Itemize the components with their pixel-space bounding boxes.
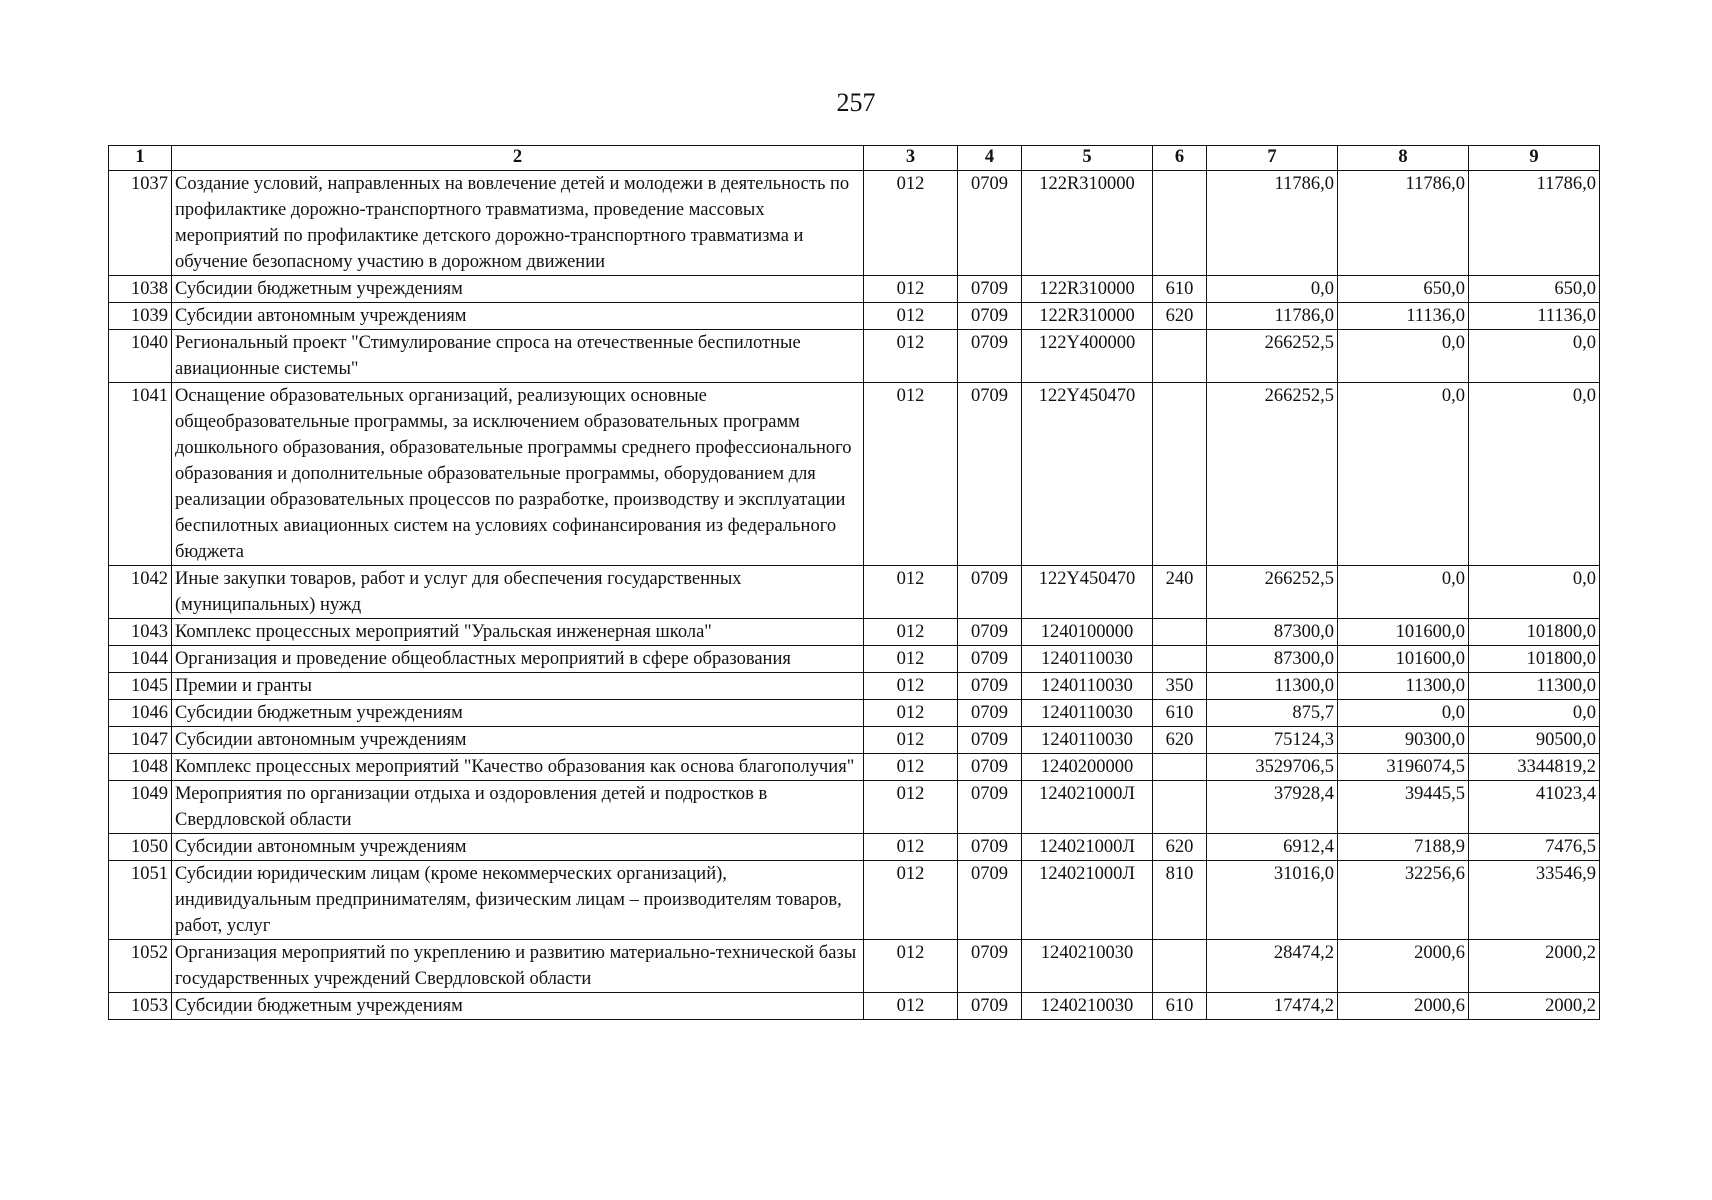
- cell-col-4: 0709: [958, 566, 1022, 619]
- cell-col-5: 122R310000: [1022, 303, 1153, 330]
- cell-col-8: 90300,0: [1338, 727, 1469, 754]
- cell-col-8: 0,0: [1338, 566, 1469, 619]
- column-header: 4: [958, 146, 1022, 171]
- cell-col-3: 012: [864, 619, 958, 646]
- cell-col-6: 620: [1153, 727, 1207, 754]
- row-number: 1053: [109, 993, 172, 1020]
- cell-col-9: 0,0: [1469, 383, 1600, 566]
- cell-col-7: 37928,4: [1207, 781, 1338, 834]
- cell-col-8: 101600,0: [1338, 619, 1469, 646]
- row-number: 1044: [109, 646, 172, 673]
- table-row: [109, 700, 1600, 727]
- cell-col-4: 0709: [958, 861, 1022, 940]
- cell-col-5: 1240210030: [1022, 993, 1153, 1020]
- cell-col-9: 101800,0: [1469, 619, 1600, 646]
- row-name: Субсидии автономным учреждениям: [172, 303, 864, 330]
- cell-col-3: 012: [864, 727, 958, 754]
- cell-col-3: 012: [864, 171, 958, 276]
- table-row: [109, 566, 1600, 619]
- cell-col-8: 3196074,5: [1338, 754, 1469, 781]
- row-number: 1052: [109, 940, 172, 993]
- cell-col-9: 2000,2: [1469, 993, 1600, 1020]
- cell-col-5: 122R310000: [1022, 171, 1153, 276]
- cell-col-5: 124021000Л: [1022, 861, 1153, 940]
- cell-col-7: 11786,0: [1207, 303, 1338, 330]
- cell-col-5: 124021000Л: [1022, 781, 1153, 834]
- cell-col-9: 2000,2: [1469, 940, 1600, 993]
- cell-col-4: 0709: [958, 993, 1022, 1020]
- row-number: 1051: [109, 861, 172, 940]
- cell-col-3: 012: [864, 330, 958, 383]
- cell-col-8: 11300,0: [1338, 673, 1469, 700]
- cell-col-4: 0709: [958, 303, 1022, 330]
- column-header: 5: [1022, 146, 1153, 171]
- cell-col-7: 266252,5: [1207, 383, 1338, 566]
- cell-col-6: 610: [1153, 993, 1207, 1020]
- table-row: [109, 303, 1600, 330]
- cell-col-8: 32256,6: [1338, 861, 1469, 940]
- cell-col-3: 012: [864, 566, 958, 619]
- table-row: [109, 940, 1600, 993]
- cell-col-6: [1153, 646, 1207, 673]
- table-row: [109, 673, 1600, 700]
- row-number: 1045: [109, 673, 172, 700]
- row-number: 1040: [109, 330, 172, 383]
- row-number: 1041: [109, 383, 172, 566]
- cell-col-4: 0709: [958, 276, 1022, 303]
- cell-col-8: 2000,6: [1338, 993, 1469, 1020]
- table-row: [109, 727, 1600, 754]
- cell-col-5: 1240110030: [1022, 673, 1153, 700]
- column-header: 7: [1207, 146, 1338, 171]
- cell-col-5: 122R310000: [1022, 276, 1153, 303]
- cell-col-3: 012: [864, 834, 958, 861]
- cell-col-6: 610: [1153, 700, 1207, 727]
- cell-col-9: 11136,0: [1469, 303, 1600, 330]
- cell-col-8: 2000,6: [1338, 940, 1469, 993]
- row-number: 1038: [109, 276, 172, 303]
- row-name: Комплекс процессных мероприятий "Уральская инженерная школа": [172, 619, 864, 646]
- cell-col-7: 0,0: [1207, 276, 1338, 303]
- table-row: [109, 330, 1600, 383]
- cell-col-4: 0709: [958, 171, 1022, 276]
- row-name: Мероприятия по организации отдыха и оздоровления детей и подростков в Свердловской области: [172, 781, 864, 834]
- cell-col-5: 122Y450470: [1022, 566, 1153, 619]
- column-header: 8: [1338, 146, 1469, 171]
- cell-col-5: 1240110030: [1022, 646, 1153, 673]
- row-number: 1050: [109, 834, 172, 861]
- table-row: [109, 834, 1600, 861]
- cell-col-7: 87300,0: [1207, 646, 1338, 673]
- cell-col-9: 11786,0: [1469, 171, 1600, 276]
- row-name: Субсидии юридическим лицам (кроме некоммерческих организаций), индивидуальным предпринимателям, физическим лицам – производителям товаров, работ, услуг: [172, 861, 864, 940]
- cell-col-7: 75124,3: [1207, 727, 1338, 754]
- cell-col-4: 0709: [958, 940, 1022, 993]
- cell-col-9: 90500,0: [1469, 727, 1600, 754]
- cell-col-6: [1153, 330, 1207, 383]
- table-row: [109, 861, 1600, 940]
- cell-col-6: 620: [1153, 834, 1207, 861]
- cell-col-5: 1240100000: [1022, 619, 1153, 646]
- cell-col-5: 124021000Л: [1022, 834, 1153, 861]
- row-number: 1039: [109, 303, 172, 330]
- cell-col-6: [1153, 383, 1207, 566]
- row-name: Региональный проект "Стимулирование спроса на отечественные беспилотные авиационные системы": [172, 330, 864, 383]
- cell-col-9: 33546,9: [1469, 861, 1600, 940]
- row-name: Оснащение образовательных организаций, реализующих основные общеобразовательные программы, за исключением образовательных программ дошкольного образования, образовательные программы среднего профессионального образования и дополнительные образовательные программы, оборудованием для реализации образовательных процессов по разработке, производству и эксплуатации беспилотных авиационных систем на условиях софинансирования из федерального бюджета: [172, 383, 864, 566]
- cell-col-3: 012: [864, 861, 958, 940]
- cell-col-8: 0,0: [1338, 330, 1469, 383]
- cell-col-7: 266252,5: [1207, 330, 1338, 383]
- cell-col-5: 1240200000: [1022, 754, 1153, 781]
- cell-col-6: [1153, 781, 1207, 834]
- cell-col-7: 31016,0: [1207, 861, 1338, 940]
- cell-col-7: 87300,0: [1207, 619, 1338, 646]
- cell-col-9: 41023,4: [1469, 781, 1600, 834]
- cell-col-6: [1153, 940, 1207, 993]
- cell-col-9: 650,0: [1469, 276, 1600, 303]
- row-number: 1043: [109, 619, 172, 646]
- row-name: Иные закупки товаров, работ и услуг для обеспечения государственных (муниципальных) нужд: [172, 566, 864, 619]
- cell-col-4: 0709: [958, 700, 1022, 727]
- cell-col-5: 1240110030: [1022, 700, 1153, 727]
- cell-col-4: 0709: [958, 619, 1022, 646]
- header-row: [109, 146, 1600, 171]
- cell-col-8: 101600,0: [1338, 646, 1469, 673]
- row-name: Премии и гранты: [172, 673, 864, 700]
- cell-col-9: 7476,5: [1469, 834, 1600, 861]
- cell-col-4: 0709: [958, 754, 1022, 781]
- table-row: [109, 781, 1600, 834]
- cell-col-5: 1240210030: [1022, 940, 1153, 993]
- cell-col-4: 0709: [958, 330, 1022, 383]
- cell-col-4: 0709: [958, 781, 1022, 834]
- row-number: 1048: [109, 754, 172, 781]
- cell-col-8: 11786,0: [1338, 171, 1469, 276]
- cell-col-7: 6912,4: [1207, 834, 1338, 861]
- cell-col-9: 101800,0: [1469, 646, 1600, 673]
- cell-col-4: 0709: [958, 383, 1022, 566]
- cell-col-6: 350: [1153, 673, 1207, 700]
- cell-col-6: [1153, 754, 1207, 781]
- column-header: 1: [109, 146, 172, 171]
- row-name: Субсидии бюджетным учреждениям: [172, 700, 864, 727]
- cell-col-5: 122Y450470: [1022, 383, 1153, 566]
- table-row: [109, 754, 1600, 781]
- cell-col-6: 240: [1153, 566, 1207, 619]
- cell-col-3: 012: [864, 754, 958, 781]
- cell-col-7: 11786,0: [1207, 171, 1338, 276]
- row-name: Организация и проведение общеобластных мероприятий в сфере образования: [172, 646, 864, 673]
- cell-col-3: 012: [864, 383, 958, 566]
- cell-col-8: 0,0: [1338, 383, 1469, 566]
- cell-col-3: 012: [864, 993, 958, 1020]
- cell-col-6: 620: [1153, 303, 1207, 330]
- column-header: 3: [864, 146, 958, 171]
- cell-col-4: 0709: [958, 646, 1022, 673]
- cell-col-9: 0,0: [1469, 330, 1600, 383]
- cell-col-7: 266252,5: [1207, 566, 1338, 619]
- cell-col-4: 0709: [958, 673, 1022, 700]
- table-body: [109, 171, 1600, 1020]
- column-header: 2: [172, 146, 864, 171]
- cell-col-6: [1153, 619, 1207, 646]
- row-number: 1037: [109, 171, 172, 276]
- cell-col-7: 28474,2: [1207, 940, 1338, 993]
- table-row: [109, 619, 1600, 646]
- cell-col-6: 610: [1153, 276, 1207, 303]
- cell-col-5: 1240110030: [1022, 727, 1153, 754]
- cell-col-6: 810: [1153, 861, 1207, 940]
- cell-col-6: [1153, 171, 1207, 276]
- cell-col-3: 012: [864, 700, 958, 727]
- row-name: Субсидии бюджетным учреждениям: [172, 993, 864, 1020]
- cell-col-8: 650,0: [1338, 276, 1469, 303]
- cell-col-3: 012: [864, 646, 958, 673]
- budget-table: [108, 145, 1600, 1020]
- cell-col-3: 012: [864, 303, 958, 330]
- column-header: 6: [1153, 146, 1207, 171]
- table-row: [109, 993, 1600, 1020]
- cell-col-7: 17474,2: [1207, 993, 1338, 1020]
- cell-col-3: 012: [864, 781, 958, 834]
- row-name: Организация мероприятий по укреплению и развитию материально-технической базы государственных учреждений Свердловской области: [172, 940, 864, 993]
- row-number: 1047: [109, 727, 172, 754]
- cell-col-7: 11300,0: [1207, 673, 1338, 700]
- table-row: [109, 276, 1600, 303]
- cell-col-8: 0,0: [1338, 700, 1469, 727]
- cell-col-5: 122Y400000: [1022, 330, 1153, 383]
- cell-col-4: 0709: [958, 727, 1022, 754]
- cell-col-3: 012: [864, 276, 958, 303]
- cell-col-7: 875,7: [1207, 700, 1338, 727]
- cell-col-3: 012: [864, 673, 958, 700]
- row-name: Субсидии бюджетным учреждениям: [172, 276, 864, 303]
- table-row: [109, 383, 1600, 566]
- row-name: Комплекс процессных мероприятий "Качество образования как основа благополучия": [172, 754, 864, 781]
- page-number: 257: [836, 88, 876, 117]
- row-number: 1042: [109, 566, 172, 619]
- table-row: [109, 171, 1600, 276]
- row-number: 1049: [109, 781, 172, 834]
- cell-col-9: 0,0: [1469, 566, 1600, 619]
- cell-col-9: 3344819,2: [1469, 754, 1600, 781]
- row-name: Субсидии автономным учреждениям: [172, 727, 864, 754]
- row-name: Создание условий, направленных на вовлечение детей и молодежи в деятельность по профилактике дорожно-транспортного травматизма, проведение массовых мероприятий по профилактике детского дорожно-транспортного травматизма и обучение безопасному участию в дорожном движении: [172, 171, 864, 276]
- cell-col-7: 3529706,5: [1207, 754, 1338, 781]
- cell-col-9: 0,0: [1469, 700, 1600, 727]
- cell-col-9: 11300,0: [1469, 673, 1600, 700]
- row-number: 1046: [109, 700, 172, 727]
- cell-col-4: 0709: [958, 834, 1022, 861]
- cell-col-8: 7188,9: [1338, 834, 1469, 861]
- cell-col-8: 39445,5: [1338, 781, 1469, 834]
- cell-col-3: 012: [864, 940, 958, 993]
- cell-col-8: 11136,0: [1338, 303, 1469, 330]
- row-name: Субсидии автономным учреждениям: [172, 834, 864, 861]
- column-header: 9: [1469, 146, 1600, 171]
- table-row: [109, 646, 1600, 673]
